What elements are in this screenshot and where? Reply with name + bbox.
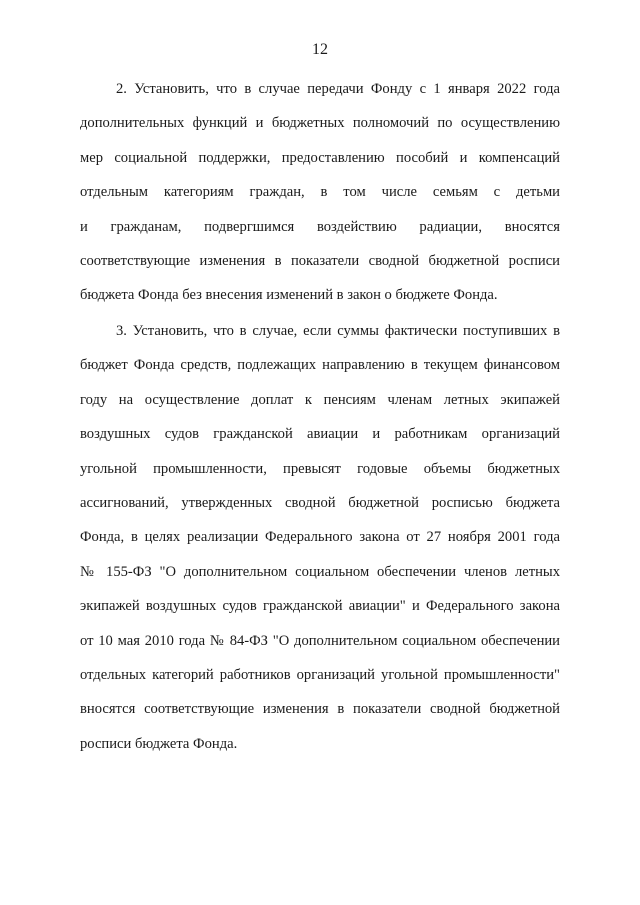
paragraph-line: и гражданам, подвергшимся воздействию радиации, вносятся [80,218,560,235]
paragraph-line: вносятся соответствующие изменения в показатели сводной бюджетной [80,701,560,718]
paragraph-line: отдельным категориям граждан, в том числе семьям с детьми [80,184,560,201]
paragraph-line: бюджет Фонда средств, подлежащих направлению в текущем финансовом [80,357,560,374]
paragraph-line: 3. Установить, что в случае, если суммы фактически поступивших в [116,323,560,339]
paragraph-line: от 10 мая 2010 года № 84-ФЗ "О дополнительном социальном обеспечении [80,632,560,649]
paragraph-line: росписи бюджета Фонда. [80,735,238,752]
paragraph-line: ассигнований, утвержденных сводной бюджетной росписью бюджета [80,494,560,511]
paragraph-line: соответствующие изменения в показатели сводной бюджетной росписи [80,252,560,269]
paragraph-line: бюджета Фонда без внесения изменений в закон о бюджете Фонда. [80,287,498,304]
paragraph-line: № 155-ФЗ "О дополнительном социальном обеспечении членов летных [80,563,560,580]
paragraph-line: экипажей воздушных судов гражданской авиации" и Федерального закона [80,598,560,615]
paragraph-line: угольной промышленности, превысят годовые объемы бюджетных [80,460,560,477]
paragraph-line: воздушных судов гражданской авиации и работникам организаций [80,426,560,443]
paragraph-line: году на осуществление доплат к пенсиям членам летных экипажей [80,391,560,408]
paragraph-line: отдельных категорий работников организаций угольной промышленности" [80,666,560,683]
paragraph-3 [80,314,560,761]
paragraph-line: дополнительных функций и бюджетных полномочий по осуществлению [80,115,560,132]
page-number: 12 [312,41,328,58]
paragraph-line: Фонда, в целях реализации Федерального закона от 27 ноября 2001 года [80,529,560,546]
paragraph-2 [80,72,560,313]
paragraph-line: мер социальной поддержки, предоставлению пособий и компенсаций [80,149,560,166]
paragraph-line: 2. Установить, что в случае передачи Фонду с 1 января 2022 года [116,81,560,97]
